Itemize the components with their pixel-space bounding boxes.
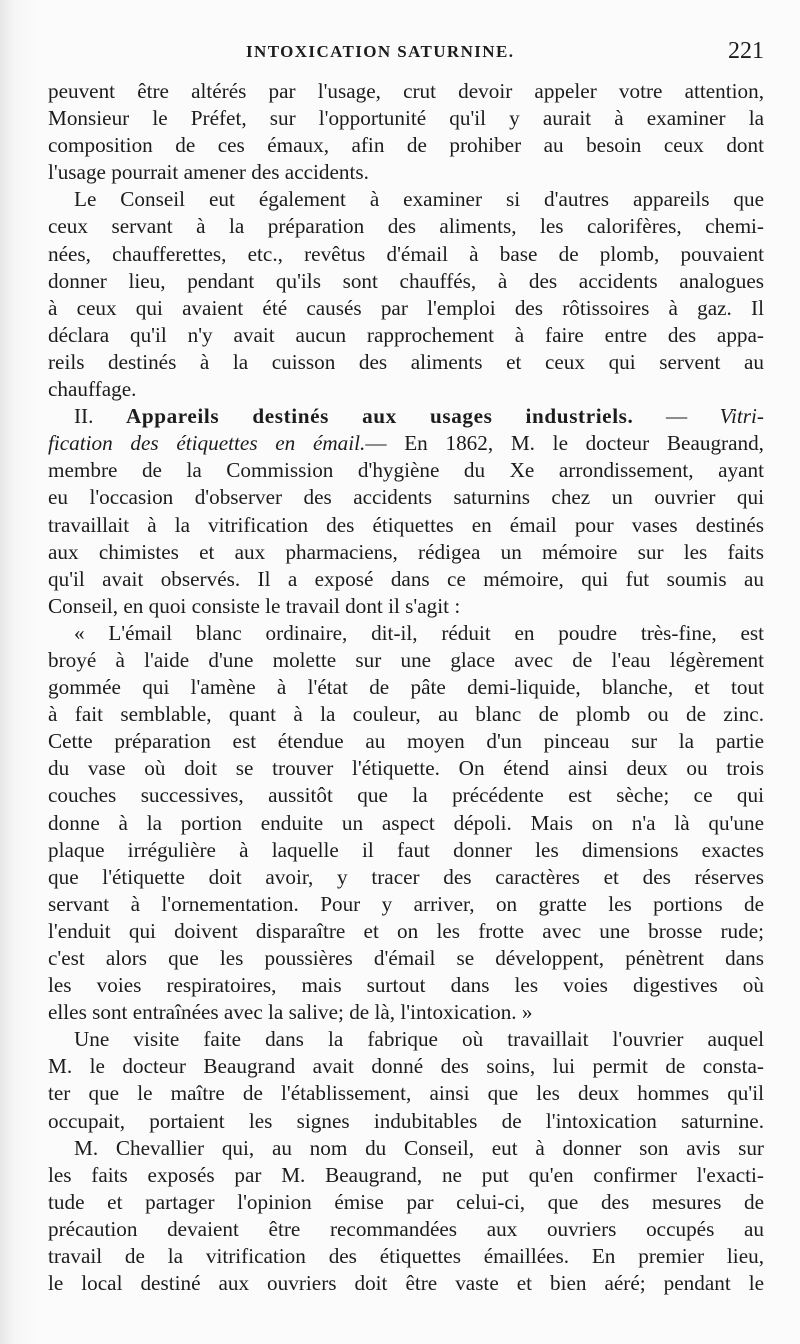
text-line: Le Conseil eut également à examiner si d'autres appareils que <box>74 187 764 212</box>
text-line: du vase où doit se trouver l'étiquette. On étend ainsi deux ou trois <box>48 756 764 781</box>
body-text <box>48 78 764 1297</box>
text-line: déclara qu'il n'y avait aucun rapprochement à faire entre des appa- <box>48 322 764 347</box>
text-line: ter que le maître de l'établissement, ainsi que les deux hommes qu'il <box>48 1081 764 1106</box>
text-line <box>48 430 764 457</box>
text-line: c'est alors que les poussières d'émail se développent, pénètrent dans <box>48 946 764 970</box>
text-line: donner lieu, pendant qu'ils sont chauffés, à des accidents analogues <box>48 268 764 293</box>
text-line: tude et partager l'opinion émise par celui-ci, que des mesures de <box>48 1189 764 1214</box>
text-line: l'enduit qui doivent disparaître et on les frotte avec une brosse rude; <box>48 918 764 943</box>
subsection-title: Vitri- <box>719 404 764 429</box>
text-line: Conseil, en quoi consiste le travail dont il s'agit : <box>48 593 461 618</box>
text-line: servant à l'ornementation. Pour y arriver, on gratte les portions de <box>48 891 764 916</box>
text-line: gommée qui l'amène à l'état de pâte demi-liquide, blanche, et tout <box>48 675 764 700</box>
text-line: nées, chaufferettes, etc., revêtus d'émail à base de plomb, pouvaient <box>48 241 764 266</box>
text-line: plaque irrégulière à laquelle il faut donner les dimensions exactes <box>48 837 764 862</box>
text-line-rest: — En 1862, M. le docteur Beaugrand, <box>365 431 764 456</box>
text-line: travail de la vitrification des étiquettes émaillées. En premier lieu, <box>48 1244 764 1269</box>
text-line: Cette préparation est étendue au moyen d'un pinceau sur la partie <box>48 729 764 754</box>
text-line: les voies respiratoires, mais surtout dans les voies digestives où <box>48 973 764 998</box>
section-heading: Appareils destinés aux usages industriels. <box>125 404 634 429</box>
page-number: 221 <box>728 38 764 64</box>
section-number: II. <box>74 404 126 429</box>
text-line: reils destinés à la cuisson des aliments et ceux qui servent au <box>48 349 764 374</box>
text-line: qu'il avait observés. Il a exposé dans ce mémoire, qui fut soumis au <box>48 566 764 591</box>
text-line: membre de la Commission d'hygiène du Xe arrondissement, ayant <box>48 458 764 483</box>
text-line: couches successives, aussitôt que la précédente est sèche; ce qui <box>48 783 764 808</box>
text-line: à fait semblable, quant à la couleur, au blanc de plomb ou de zinc. <box>48 702 764 727</box>
text-line: « L'émail blanc ordinaire, dit-il, réduit en poudre très-fine, est <box>74 620 764 645</box>
text-line: M. Chevallier qui, au nom du Conseil, eut à donner son avis sur <box>74 1135 764 1160</box>
running-title: INTOXICATION SATURNINE. <box>246 42 515 61</box>
text-line: travaillait à la vitrification des étiquettes en émail pour vases destinés <box>48 512 764 537</box>
text-line: elles sont entraînées avec la salive; de là, l'intoxication. » <box>48 1000 533 1025</box>
em-dash: — <box>633 404 720 429</box>
text-line: eu l'occasion d'observer des accidents saturnins chez un ouvrier qui <box>48 485 764 510</box>
text-line: donne à la portion enduite un aspect dépoli. Mais on n'a là qu'une <box>48 810 764 835</box>
text-line: M. le docteur Beaugrand avait donné des soins, lui permit de consta- <box>48 1054 764 1079</box>
text-line: à ceux qui avaient été causés par l'emploi des rôtissoires à gaz. Il <box>48 295 764 320</box>
text-line: Monsieur le Préfet, sur l'opportunité qu'il y aurait à examiner la <box>48 106 764 131</box>
text-line: le local destiné aux ouvriers doit être vaste et bien aéré; pendant le <box>48 1271 764 1296</box>
text-line: broyé à l'aide d'une molette sur une glace avec de l'eau légèrement <box>48 647 764 672</box>
text-line: composition de ces émaux, afin de prohiber au besoin ceux dont <box>48 133 764 158</box>
text-line: précaution devaient être recommandées aux ouvriers occupés au <box>48 1216 764 1241</box>
text-line: Une visite faite dans la fabrique où travaillait l'ouvrier auquel <box>74 1027 764 1052</box>
text-line: ceux servant à la préparation des aliments, les calorifères, chemi- <box>48 214 764 239</box>
subsection-title-cont: fication des étiquettes en émail. <box>48 431 366 456</box>
text-line: aux chimistes et aux pharmaciens, rédigea un mémoire sur les faits <box>48 539 764 564</box>
page-header <box>48 38 764 70</box>
text-line: l'usage pourrait amener des accidents. <box>48 160 369 185</box>
section-heading-line <box>48 403 764 430</box>
text-line: peuvent être altérés par l'usage, crut devoir appeler votre attention, <box>48 79 764 103</box>
text-line: les faits exposés par M. Beaugrand, ne put qu'en confirmer l'exacti- <box>48 1162 764 1187</box>
text-line: occupait, portaient les signes indubitables de l'intoxication saturnine. <box>48 1108 764 1133</box>
text-line: chauffage. <box>48 377 137 402</box>
text-line: que l'étiquette doit avoir, y tracer des caractères et des réserves <box>48 864 764 889</box>
